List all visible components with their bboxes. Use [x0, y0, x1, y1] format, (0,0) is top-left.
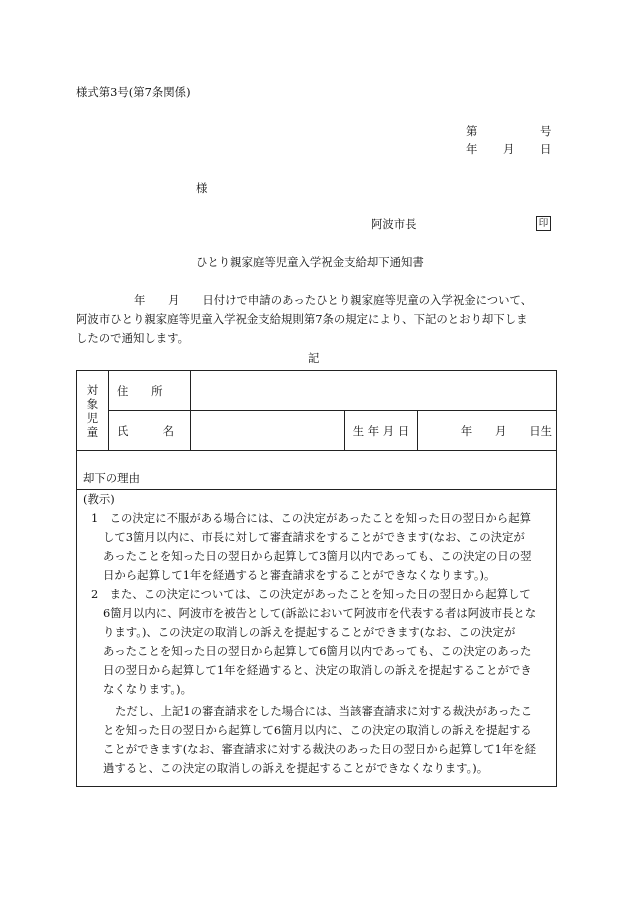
number-go: 号 — [540, 124, 552, 138]
proviso-line-4: 過すると、この決定の取消しの訴えを提起することができなくなります。)。 — [103, 761, 489, 775]
item1-line-1: 1 この決定に不服がある場合には、この決定があったことを知った日の翌日から起算 — [91, 511, 531, 525]
item2-line-4: あったことを知った日の翌日から起算して6箇月以内であっても、この決定のあった — [103, 644, 532, 658]
body-line-1: 年 月 日付けで申請のあったひとり親家庭等児童の入学祝金について、 — [134, 293, 533, 307]
instruction-heading: (教示) — [83, 492, 115, 506]
document-title: ひとり親家庭等児童入学祝金支給却下通知書 — [196, 255, 424, 269]
reason-label-cell: 却下の理由 — [77, 451, 557, 490]
item2-line-1: 2 また、この決定については、この決定があったことを知った日の翌日から起算して — [91, 587, 531, 601]
body-line-3: したので通知します。 — [76, 331, 189, 345]
form-number: 様式第3号(第7条関係) — [76, 85, 191, 99]
birthdate-value: 年 月 日生 — [418, 411, 557, 451]
item1-line-3: あったことを知った日の翌日から起算して3箇月以内であっても、この決定の日の翌 — [103, 549, 532, 563]
date-day: 日 — [540, 142, 552, 156]
date-year: 年 — [466, 142, 478, 156]
issuer-title: 阿波市長 — [371, 217, 417, 231]
item2-line-2: 6箇月以内に、阿波市を被告として(訴訟において阿波市を代表する者は阿波市長とな — [103, 606, 537, 620]
birthdate-label: 生 年 月 日 — [345, 411, 418, 451]
number-dai: 第 — [466, 124, 478, 138]
seal-box: 印 — [536, 216, 551, 231]
target-child-label: 対 象 児 童 — [77, 371, 109, 451]
name-label: 氏 名 — [109, 411, 191, 451]
body-line-2: 阿波市ひとり親家庭等児童入学祝金支給規則第7条の規定により、下記のとおり却下しま — [76, 312, 528, 326]
item1-line-2: して3箇月以内に、市長に対して審査請求をすることができます(なお、この決定が — [103, 530, 525, 544]
instruction-cell — [77, 490, 557, 787]
item1-line-4: 日から起算して1年を経過すると審査請求をすることができなくなります。)。 — [103, 568, 496, 582]
child-info-table — [76, 370, 557, 787]
proviso-line-2: とを知った日の翌日から起算して6箇月以内に、この決定の取消しの訴えを提起する — [103, 723, 532, 737]
proviso-line-3: ことができます(なお、審査請求に対する裁決のあった日の翌日から起算して1年を経 — [103, 742, 537, 756]
item2-line-5: 日の翌日から起算して1年を経過すると、決定の取消しの訴えを提起することができ — [103, 663, 532, 677]
ki-mark: 記 — [308, 351, 320, 365]
proviso-line-1: ただし、上記1の審査請求をした場合には、当該審査請求に対する裁決があったこ — [115, 704, 533, 718]
address-value-cell — [191, 371, 557, 411]
date-month: 月 — [503, 142, 515, 156]
address-label: 住 所 — [109, 371, 191, 411]
name-value-cell — [191, 411, 345, 451]
item2-line-6: なくなります。)。 — [103, 682, 192, 696]
addressee-honorific: 様 — [196, 181, 208, 195]
item2-line-3: ります。)、この決定の取消しの訴えを提起することができます(なお、この決定が — [103, 625, 516, 639]
